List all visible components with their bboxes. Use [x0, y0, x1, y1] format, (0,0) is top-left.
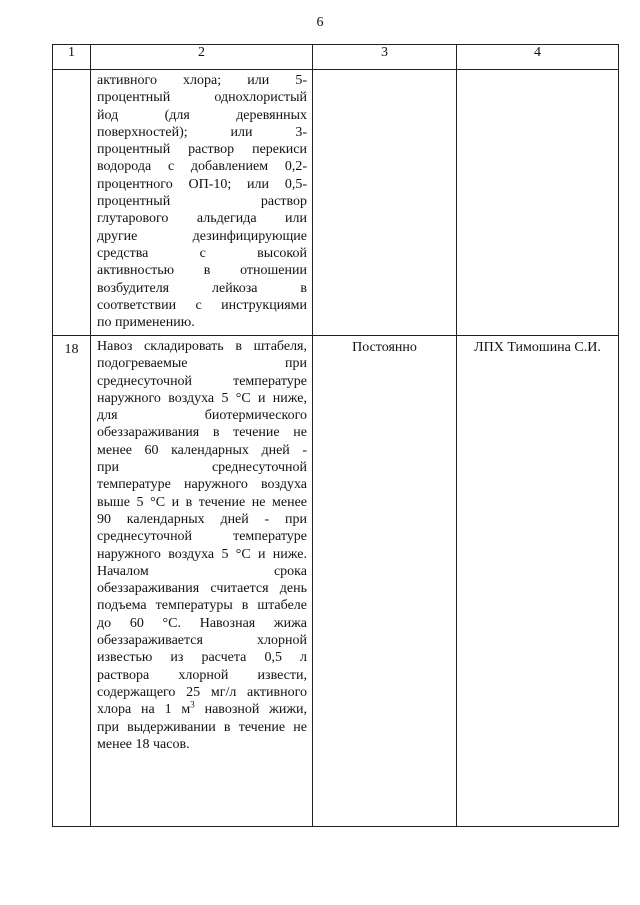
- header-col-2: 2: [91, 45, 313, 70]
- text-line: при среднесуточной: [97, 460, 307, 476]
- responsible-cell: ЛПХ Тимошина С.И.: [457, 336, 619, 827]
- regulation-table: [52, 44, 619, 827]
- text-line: раствора хлорной извести,: [97, 667, 307, 683]
- table-header-row: [53, 45, 619, 70]
- header-col-1: 1: [53, 45, 91, 70]
- table-row: [53, 70, 619, 336]
- measure-text: [91, 70, 313, 336]
- text-line: водорода с добавлением 0,2-: [97, 159, 307, 175]
- text-line: Навоз складировать в штабеля,: [97, 339, 307, 354]
- text-line: наружного воздуха 5 °С и ниже,: [97, 390, 307, 406]
- text-line: процентный однохлористый: [97, 90, 307, 106]
- text-line: поверхностей); или 3-: [97, 124, 307, 140]
- text-line: обеззараживания в течение не: [97, 425, 307, 441]
- text-line: температуре наружного воздуха: [97, 477, 307, 493]
- text-line: активностью в отношении: [97, 263, 307, 279]
- text-line: по применению.: [97, 315, 195, 331]
- text-line: обеззараживания считается день: [97, 581, 307, 597]
- text-line: средства с высокой: [97, 245, 307, 261]
- text-line: соответствии с инструкциями: [97, 297, 307, 313]
- text-line: активного хлора; или 5-: [97, 73, 307, 88]
- text-line: глутарового альдегида или: [97, 211, 307, 227]
- text-line: Началом срока: [97, 563, 307, 579]
- row-number: [53, 70, 91, 336]
- text-line: процентного ОП-10; или 0,5-: [97, 176, 307, 192]
- text-line: процентный раствор: [97, 194, 307, 210]
- page-number: 6: [316, 15, 324, 30]
- table-row: [53, 336, 619, 827]
- text-line: подогреваемые при: [97, 356, 307, 372]
- text-line-with-superscript: [97, 701, 307, 718]
- text-line: при выдерживании в течение не: [97, 719, 307, 735]
- text-line: подъема температуры в штабеле: [97, 598, 307, 614]
- measure-text: [91, 336, 313, 827]
- header-col-4: 4: [457, 45, 619, 70]
- period-cell: [313, 70, 457, 336]
- text-line: обеззараживается хлорной: [97, 633, 307, 649]
- text-line: среднесуточной температуре: [97, 373, 307, 389]
- text-line: до 60 °С. Навозная жижа: [97, 615, 307, 631]
- text-line: наружного воздуха 5 °С и ниже.: [97, 546, 307, 562]
- text-line: содержащего 25 мг/л активного: [97, 684, 307, 700]
- text-line: 90 календарных дней - при: [97, 511, 307, 527]
- superscript: 3: [190, 701, 195, 710]
- text-line: менее 18 часов.: [97, 736, 190, 752]
- text-line: для биотермического: [97, 408, 307, 424]
- text-fragment: хлора на 1 м: [97, 702, 191, 718]
- period-cell: Постоянно: [313, 336, 457, 827]
- text-line: известью из расчета 0,5 л: [97, 650, 307, 666]
- text-line: выше 5 °С и в течение не менее: [97, 494, 307, 510]
- responsible-cell: [457, 70, 619, 336]
- text-line: среднесуточной температуре: [97, 529, 307, 545]
- text-fragment: навозной жижи,: [194, 702, 307, 718]
- header-col-3: 3: [313, 45, 457, 70]
- text-line: процентный раствор перекиси: [97, 142, 307, 158]
- text-line: йод (для деревянных: [97, 107, 307, 123]
- text-line: возбудителя лейкоза в: [97, 280, 307, 296]
- text-line: другие дезинфицирующие: [97, 228, 307, 244]
- row-number: 18: [53, 336, 91, 827]
- text-line: менее 60 календарных дней -: [97, 442, 307, 458]
